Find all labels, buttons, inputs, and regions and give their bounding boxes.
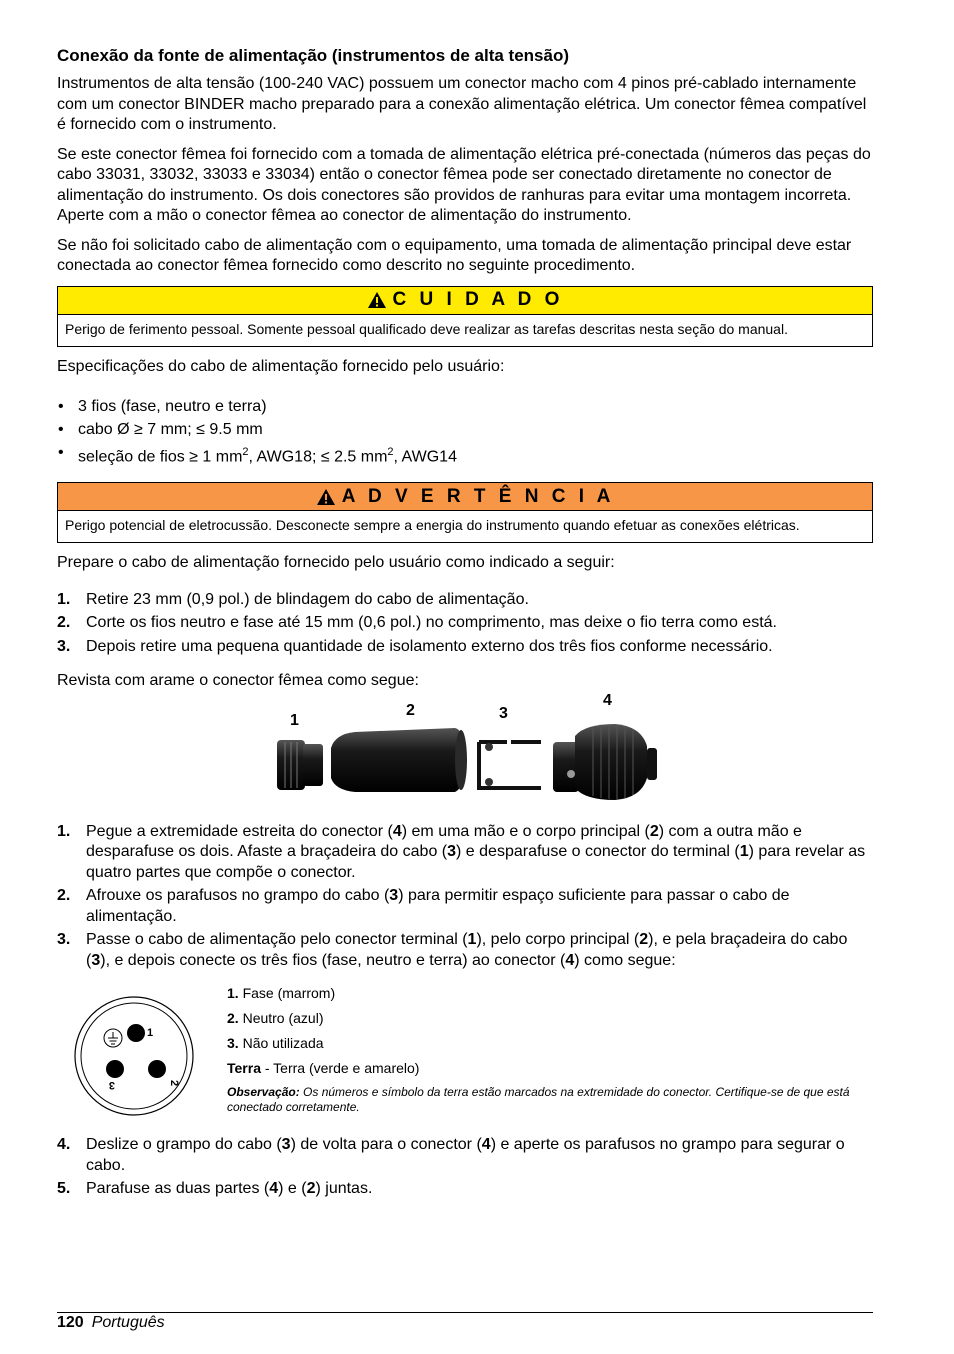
list-item: • seleção de fios ≥ 1 $mm^2$, AWG18; ≤ 2.5 $mm^2$, AWG14 [57,441,873,468]
connector-parts-figure [275,691,675,808]
list-item: 1. Retire 23 mm (0,9 pol.) de blindagem do cabo de alimentação. [57,590,529,608]
wire-intro: Revista com arame o conector fêmea como segue: [57,672,419,690]
page-content [57,46,873,1203]
figure-label-2: 2 [406,701,415,719]
pin-2 [148,1060,166,1078]
list-item: 4. Deslize o grampo do cabo (3) de volta para o conector (4) e aperte os parafusos no grampo para segurar o cabo. [57,1136,845,1174]
caution-header [58,287,872,315]
warning-header [58,483,872,511]
warning-triangle-icon [316,488,336,506]
prep-steps [57,590,873,658]
legend-row: 3. Não utilizada [227,1035,324,1052]
figure-label-4: 4 [603,691,612,709]
section-title: Conexão da fonte de alimentação (instrumentos de alta tensão) [57,46,569,65]
page-number: 120 [57,1314,84,1331]
pin-label-3: 3 [108,1079,115,1092]
pin-note: Observação: Os números e símbolo da terra estão marcados na extremidade do conector. Certifique-se de que está conectado corretamente. [227,1085,850,1115]
legend-row: 2. Neutro (azul) [227,1010,324,1027]
list-item: 3. Depois retire uma pequena quantidade de isolamento externo dos três fios conforme necessário. [57,637,773,655]
list-item: 3. Passe o cabo de alimentação pelo conector terminal (1), pelo corpo principal (2), e pela braçadeira do cabo (3), e depois conecte os três fios (fase, neutro e terra) ao conector (4) como segue: [57,931,848,969]
warning-box [57,482,873,543]
page-footer [57,1312,873,1332]
figure-label-3: 3 [499,704,508,722]
pin-layout-image [73,995,195,1117]
legend-row: 1. Fase (marrom) [227,985,336,1002]
warning-triangle-icon [367,291,387,309]
figure-label-1: 1 [290,711,299,729]
paragraph-3: Se não foi solicitado cabo de alimentação com o equipamento, uma tomada de alimentação principal deve estar conectada ao conector fêmea fornecido como descrito no seguinte procedimento. [57,236,852,274]
pin-label-2: 2 [168,1080,180,1087]
pin-1 [127,1024,145,1042]
wire-steps [57,822,873,972]
caution-text: Perigo de ferimento pessoal. Somente pessoal qualificado deve realizar as tarefas descritas nesta seção do manual. [65,320,788,337]
caution-label: C U I D A D O [392,289,564,310]
wire-steps-continued [57,1135,873,1200]
connector-parts-image [275,698,675,808]
pin-3 [106,1060,124,1078]
warning-text: Perigo potencial de eletrocussão. Desconecte sempre a energia do instrumento quando efetuar as conexões elétricas. [65,517,800,534]
paragraph-1: Instrumentos de alta tensão (100-240 VAC) possuem um conector macho com 4 pinos pré-cablado internamente com um conector BINDER macho preparado para a conexão alimentação elétrica. Um conector fêmea compatível é fornecido com o instrumento. [57,75,867,133]
list-item: 2. Afrouxe os parafusos no grampo do cabo (3) para permitir espaço suficiente para passar o cabo de alimentação. [57,887,790,925]
footer-language: Português [91,1314,165,1331]
paragraph-2: Se este conector fêmea foi fornecido com a tomada de alimentação elétrica pré-conectada (números das peças do cabo 33031, 33032, 33033 e 33034) então o conector fêmea pode ser conectado diretamente no conector de alimentação do instrumento. Os dois conectores são providos de ranhuras para evitar uma montagem incorreta. Aperte com a mão o conector fêmea ao conector de alimentação do instrumento. [57,145,871,224]
legend-row: Terra - Terra (verde e amarelo) [227,1060,420,1077]
spec-intro: Especificações do cabo de alimentação fornecido pelo usuário: [57,357,505,375]
spec-list [57,395,873,468]
warning-label: A D V E R T Ê N C I A [341,485,615,507]
pin-diagram [73,981,873,1117]
list-item: 5. Parafuse as duas partes (4) e (2) juntas. [57,1180,373,1198]
pin-label-1: 1 [147,1027,154,1040]
pin-legend [227,981,867,1117]
list-item: 2. Corte os fios neutro e fase até 15 mm (0,6 pol.) no comprimento, mas deixe o fio terra como está. [57,614,777,632]
caution-box [57,286,873,347]
prep-intro: Prepare o cabo de alimentação fornecido pelo usuário como indicado a seguir: [57,554,615,572]
list-item: 1. Pegue a extremidade estreita do conector (4) em uma mão e o corpo principal (2) com a outra mão e desparafuse os dois. Afaste a braçadeira do cabo (3) e desparafuse o conector do terminal (1) para revelar as quatro partes que compõe o conector. [57,822,866,881]
list-item: • 3 fios (fase, neutro e terra) [57,395,873,418]
list-item: • cabo Ø ≥ 7 mm; ≤ 9.5 mm [57,418,873,441]
